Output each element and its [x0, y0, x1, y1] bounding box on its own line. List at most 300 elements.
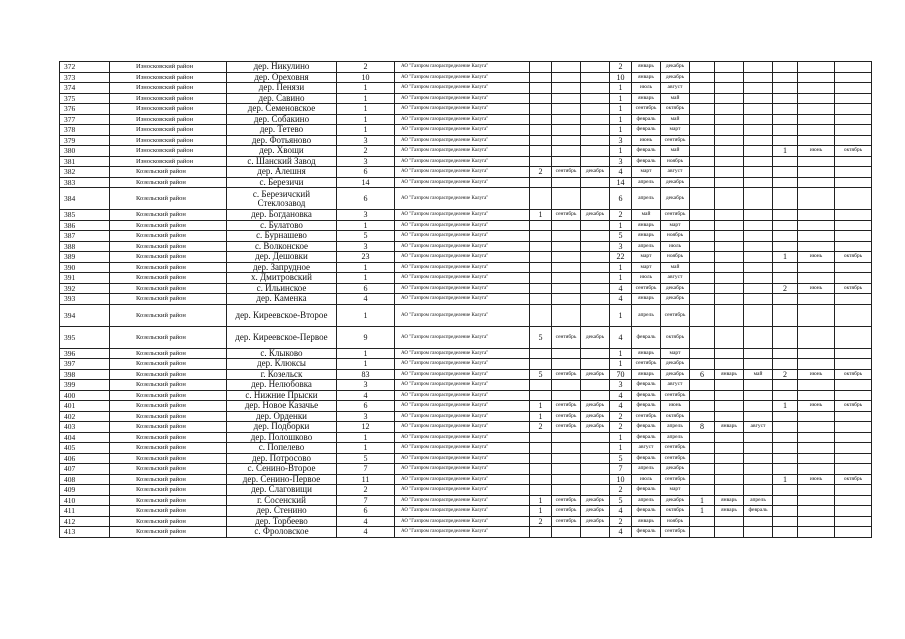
stage4-end-cell [835, 177, 872, 188]
stage4-end-cell [835, 210, 872, 221]
table-row [60, 220, 872, 231]
stage3-count-cell [690, 390, 715, 401]
total-count-cell: 4 [337, 527, 395, 538]
stage4-start-cell [798, 188, 835, 210]
stage3-count-cell [690, 210, 715, 221]
stage1-count-cell [530, 464, 552, 475]
locality-cell: дер. Фотьяново [227, 135, 337, 146]
stage4-start-cell [798, 114, 835, 125]
stage3-end-cell [744, 273, 773, 284]
stage1-end-cell [581, 104, 610, 115]
stage3-count-cell [690, 220, 715, 231]
stage2-start-cell: январь [632, 516, 661, 527]
stage4-start-cell [798, 241, 835, 252]
stage3-start-cell [715, 125, 744, 136]
stage1-count-cell: 1 [530, 210, 552, 221]
stage1-count-cell [530, 527, 552, 538]
stage3-start-cell [715, 156, 744, 167]
stage3-end-cell [744, 464, 773, 475]
district-cell: Козельский район [110, 273, 227, 284]
stage2-start-cell: январь [632, 369, 661, 380]
stage2-start-cell: февраль [632, 326, 661, 348]
stage1-count-cell [530, 390, 552, 401]
stage2-end-cell: декабрь [661, 72, 690, 83]
table-body [60, 62, 872, 538]
row-number-cell: 383 [60, 177, 110, 188]
stage4-count-cell [773, 464, 798, 475]
stage3-start-cell [715, 273, 744, 284]
organization-cell: АО "Газпром газораспределение Калуга" [395, 135, 530, 146]
stage1-start-cell [552, 348, 581, 359]
stage1-count-cell: 1 [530, 411, 552, 422]
stage1-start-cell: сентябрь [552, 422, 581, 433]
total-count-cell: 6 [337, 401, 395, 412]
organization-cell: АО "Газпром газораспределение Калуга" [395, 241, 530, 252]
row-number-cell: 380 [60, 146, 110, 157]
stage2-count-cell: 2 [610, 210, 632, 221]
stage2-end-cell: декабрь [661, 464, 690, 475]
district-cell: Козельский район [110, 326, 227, 348]
stage3-count-cell [690, 104, 715, 115]
stage1-start-cell [552, 474, 581, 485]
stage4-start-cell: июнь [798, 283, 835, 294]
stage4-count-cell [773, 443, 798, 454]
stage2-start-cell: июль [632, 273, 661, 284]
table-row [60, 432, 872, 443]
organization-cell: АО "Газпром газораспределение Калуга" [395, 210, 530, 221]
row-number-cell: 406 [60, 453, 110, 464]
stage1-end-cell: декабрь [581, 167, 610, 178]
stage3-start-cell [715, 359, 744, 370]
stage2-start-cell: март [632, 252, 661, 263]
stage3-count-cell [690, 273, 715, 284]
stage3-end-cell: август [744, 422, 773, 433]
table-row [60, 485, 872, 496]
stage2-end-cell: август [661, 273, 690, 284]
stage1-end-cell [581, 348, 610, 359]
locality-cell: дер. Запрудное [227, 262, 337, 273]
stage3-end-cell [744, 135, 773, 146]
stage4-end-cell [835, 188, 872, 210]
district-cell: Козельский район [110, 283, 227, 294]
stage4-end-cell [835, 380, 872, 391]
locality-cell: г. Сосенский [227, 495, 337, 506]
organization-cell: АО "Газпром газораспределение Калуга" [395, 506, 530, 517]
table-row [60, 114, 872, 125]
row-number-cell: 373 [60, 72, 110, 83]
stage4-end-cell [835, 83, 872, 94]
stage4-count-cell [773, 495, 798, 506]
district-cell: Козельский район [110, 485, 227, 496]
stage2-end-cell: сентябрь [661, 210, 690, 221]
stage3-start-cell [715, 252, 744, 263]
locality-cell: дер. Семеновское [227, 104, 337, 115]
stage1-count-cell [530, 188, 552, 210]
organization-cell: АО "Газпром газораспределение Калуга" [395, 411, 530, 422]
stage4-count-cell [773, 380, 798, 391]
table-row [60, 516, 872, 527]
stage3-start-cell [715, 464, 744, 475]
stage4-end-cell [835, 527, 872, 538]
stage2-start-cell: январь [632, 231, 661, 242]
table-row [60, 422, 872, 433]
district-cell: Козельский район [110, 422, 227, 433]
stage1-start-cell [552, 114, 581, 125]
stage3-start-cell [715, 135, 744, 146]
stage3-end-cell [744, 453, 773, 464]
stage1-start-cell [552, 390, 581, 401]
stage1-end-cell [581, 294, 610, 305]
locality-cell: дер. Никулино [227, 62, 337, 73]
stage1-start-cell [552, 156, 581, 167]
stage1-start-cell [552, 380, 581, 391]
stage4-count-cell [773, 390, 798, 401]
stage2-count-cell: 22 [610, 252, 632, 263]
stage2-count-cell: 1 [610, 359, 632, 370]
district-cell: Козельский район [110, 188, 227, 210]
stage2-end-cell: май [661, 146, 690, 157]
stage2-end-cell: декабрь [661, 359, 690, 370]
stage4-start-cell [798, 326, 835, 348]
stage2-end-cell: август [661, 380, 690, 391]
stage3-start-cell [715, 443, 744, 454]
stage2-count-cell: 4 [610, 401, 632, 412]
stage4-end-cell [835, 485, 872, 496]
stage3-start-cell: январь [715, 506, 744, 517]
table-row [60, 83, 872, 94]
stage3-end-cell [744, 156, 773, 167]
stage1-count-cell [530, 283, 552, 294]
stage4-end-cell [835, 156, 872, 167]
stage1-end-cell: декабрь [581, 495, 610, 506]
stage3-end-cell [744, 114, 773, 125]
stage4-count-cell: 1 [773, 474, 798, 485]
stage2-count-cell: 4 [610, 390, 632, 401]
stage1-start-cell [552, 83, 581, 94]
locality-cell: с. Волконское [227, 241, 337, 252]
stage2-end-cell: апрель [661, 432, 690, 443]
stage1-start-cell [552, 220, 581, 231]
total-count-cell: 3 [337, 411, 395, 422]
stage4-end-cell [835, 220, 872, 231]
stage4-start-cell [798, 348, 835, 359]
stage1-start-cell [552, 177, 581, 188]
district-cell: Козельский район [110, 167, 227, 178]
stage4-count-cell [773, 156, 798, 167]
stage4-count-cell [773, 506, 798, 517]
stage2-start-cell: апрель [632, 495, 661, 506]
stage1-end-cell [581, 177, 610, 188]
stage4-count-cell [773, 411, 798, 422]
stage4-end-cell [835, 241, 872, 252]
stage3-end-cell [744, 390, 773, 401]
stage1-end-cell [581, 252, 610, 263]
table-row [60, 252, 872, 263]
stage3-end-cell: февраль [744, 506, 773, 517]
stage2-count-cell: 4 [610, 283, 632, 294]
stage3-start-cell [715, 177, 744, 188]
stage2-count-cell: 6 [610, 188, 632, 210]
total-count-cell: 3 [337, 380, 395, 391]
stage2-end-cell: апрель [661, 422, 690, 433]
stage3-count-cell [690, 283, 715, 294]
locality-cell: дер. Пенязи [227, 83, 337, 94]
stage3-count-cell: 6 [690, 369, 715, 380]
stage4-count-cell: 1 [773, 146, 798, 157]
schedule-table [59, 61, 872, 538]
stage4-start-cell [798, 220, 835, 231]
row-number-cell: 377 [60, 114, 110, 125]
organization-cell: АО "Газпром газораспределение Калуга" [395, 527, 530, 538]
district-cell: Козельский район [110, 348, 227, 359]
stage2-count-cell: 4 [610, 506, 632, 517]
district-cell: Козельский район [110, 443, 227, 454]
stage1-end-cell: декабрь [581, 506, 610, 517]
stage4-count-cell [773, 453, 798, 464]
stage2-end-cell: сентябрь [661, 390, 690, 401]
stage4-start-cell: июнь [798, 474, 835, 485]
stage4-count-cell [773, 326, 798, 348]
table-row [60, 93, 872, 104]
stage2-end-cell: май [661, 114, 690, 125]
stage3-start-cell [715, 411, 744, 422]
organization-cell: АО "Газпром газораспределение Калуга" [395, 453, 530, 464]
stage4-count-cell [773, 527, 798, 538]
table-row [60, 177, 872, 188]
organization-cell: АО "Газпром газораспределение Калуга" [395, 72, 530, 83]
table-row [60, 474, 872, 485]
stage3-end-cell [744, 294, 773, 305]
stage4-count-cell [773, 177, 798, 188]
organization-cell: АО "Газпром газораспределение Калуга" [395, 294, 530, 305]
stage1-end-cell [581, 93, 610, 104]
stage4-start-cell [798, 422, 835, 433]
total-count-cell: 4 [337, 294, 395, 305]
table-row [60, 104, 872, 115]
stage1-count-cell [530, 474, 552, 485]
stage1-start-cell [552, 273, 581, 284]
organization-cell: АО "Газпром газораспределение Калуга" [395, 516, 530, 527]
district-cell: Козельский район [110, 241, 227, 252]
stage3-count-cell [690, 262, 715, 273]
stage3-start-cell [715, 390, 744, 401]
locality-cell: с. Березичский Стеклозавод [227, 188, 337, 210]
stage1-end-cell [581, 380, 610, 391]
stage4-start-cell: июнь [798, 369, 835, 380]
total-count-cell: 3 [337, 241, 395, 252]
stage2-end-cell: март [661, 125, 690, 136]
stage1-start-cell: сентябрь [552, 369, 581, 380]
stage4-end-cell [835, 93, 872, 104]
stage3-start-cell [715, 453, 744, 464]
locality-cell: дер. Нелюбовка [227, 380, 337, 391]
stage2-start-cell: январь [632, 93, 661, 104]
stage1-count-cell [530, 231, 552, 242]
total-count-cell: 1 [337, 104, 395, 115]
stage4-end-cell [835, 104, 872, 115]
stage1-end-cell [581, 443, 610, 454]
stage1-count-cell [530, 62, 552, 73]
stage4-end-cell [835, 294, 872, 305]
stage2-end-cell: март [661, 220, 690, 231]
locality-cell: с. Булатово [227, 220, 337, 231]
stage1-start-cell [552, 72, 581, 83]
locality-cell: с. Сенино-Второе [227, 464, 337, 475]
stage4-end-cell [835, 273, 872, 284]
stage1-end-cell [581, 146, 610, 157]
stage1-count-cell [530, 83, 552, 94]
stage3-count-cell [690, 156, 715, 167]
stage4-end-cell [835, 516, 872, 527]
stage2-start-cell: февраль [632, 453, 661, 464]
stage4-end-cell: октябрь [835, 401, 872, 412]
organization-cell: АО "Газпром газораспределение Калуга" [395, 93, 530, 104]
organization-cell: АО "Газпром газораспределение Калуга" [395, 485, 530, 496]
stage1-count-cell [530, 485, 552, 496]
district-cell: Износковский район [110, 72, 227, 83]
district-cell: Износковский район [110, 146, 227, 157]
row-number-cell: 400 [60, 390, 110, 401]
stage3-count-cell [690, 72, 715, 83]
stage4-count-cell [773, 93, 798, 104]
stage3-start-cell [715, 326, 744, 348]
stage4-start-cell [798, 411, 835, 422]
stage1-end-cell [581, 156, 610, 167]
stage2-end-cell: ноябрь [661, 156, 690, 167]
stage3-start-cell [715, 62, 744, 73]
stage1-start-cell [552, 104, 581, 115]
total-count-cell: 2 [337, 485, 395, 496]
organization-cell: АО "Газпром газораспределение Калуга" [395, 369, 530, 380]
stage1-count-cell [530, 114, 552, 125]
stage2-count-cell: 4 [610, 326, 632, 348]
stage3-start-cell [715, 104, 744, 115]
stage2-count-cell: 4 [610, 167, 632, 178]
stage2-count-cell: 10 [610, 474, 632, 485]
stage1-count-cell [530, 93, 552, 104]
organization-cell: АО "Газпром газораспределение Калуга" [395, 474, 530, 485]
stage3-count-cell [690, 167, 715, 178]
stage4-end-cell [835, 135, 872, 146]
stage2-end-cell: март [661, 348, 690, 359]
stage2-start-cell: январь [632, 294, 661, 305]
stage4-end-cell [835, 62, 872, 73]
stage4-start-cell [798, 72, 835, 83]
stage1-count-cell [530, 304, 552, 326]
table-row [60, 283, 872, 294]
stage2-start-cell: февраль [632, 156, 661, 167]
stage1-end-cell: декабрь [581, 516, 610, 527]
stage1-count-cell [530, 177, 552, 188]
row-number-cell: 389 [60, 252, 110, 263]
organization-cell: АО "Газпром газораспределение Калуга" [395, 495, 530, 506]
stage2-start-cell: февраль [632, 527, 661, 538]
row-number-cell: 394 [60, 304, 110, 326]
locality-cell: дер. Киреевское-Второе [227, 304, 337, 326]
stage1-start-cell [552, 262, 581, 273]
table-row [60, 495, 872, 506]
row-number-cell: 407 [60, 464, 110, 475]
stage1-count-cell [530, 380, 552, 391]
stage3-count-cell [690, 432, 715, 443]
stage3-count-cell [690, 304, 715, 326]
stage4-end-cell [835, 422, 872, 433]
row-number-cell: 396 [60, 348, 110, 359]
district-cell: Козельский район [110, 390, 227, 401]
stage2-count-cell: 3 [610, 380, 632, 391]
total-count-cell: 6 [337, 506, 395, 517]
locality-cell: дер. Полошково [227, 432, 337, 443]
stage3-count-cell [690, 188, 715, 210]
district-cell: Износковский район [110, 62, 227, 73]
stage4-end-cell: октябрь [835, 252, 872, 263]
stage3-count-cell [690, 125, 715, 136]
stage2-count-cell: 3 [610, 135, 632, 146]
stage1-end-cell [581, 83, 610, 94]
stage1-count-cell [530, 104, 552, 115]
stage4-end-cell [835, 262, 872, 273]
stage1-end-cell [581, 72, 610, 83]
stage4-end-cell: октябрь [835, 369, 872, 380]
stage1-count-cell: 2 [530, 422, 552, 433]
stage3-end-cell [744, 104, 773, 115]
row-number-cell: 405 [60, 443, 110, 454]
stage1-count-cell: 5 [530, 326, 552, 348]
row-number-cell: 386 [60, 220, 110, 231]
stage1-start-cell [552, 231, 581, 242]
stage2-start-cell: январь [632, 72, 661, 83]
stage1-end-cell [581, 359, 610, 370]
stage1-count-cell [530, 72, 552, 83]
stage3-start-cell [715, 262, 744, 273]
stage4-start-cell [798, 359, 835, 370]
total-count-cell: 1 [337, 114, 395, 125]
stage2-start-cell: февраль [632, 401, 661, 412]
district-cell: Козельский район [110, 369, 227, 380]
stage1-count-cell [530, 453, 552, 464]
locality-cell: дер. Алешня [227, 167, 337, 178]
stage1-end-cell [581, 135, 610, 146]
locality-cell: с. Клыково [227, 348, 337, 359]
stage3-start-cell [715, 210, 744, 221]
stage1-start-cell [552, 62, 581, 73]
row-number-cell: 409 [60, 485, 110, 496]
stage1-count-cell [530, 156, 552, 167]
stage1-start-cell [552, 283, 581, 294]
stage4-start-cell [798, 516, 835, 527]
locality-cell: дер. Орденки [227, 411, 337, 422]
stage3-end-cell [744, 411, 773, 422]
table-row [60, 156, 872, 167]
stage1-start-cell [552, 453, 581, 464]
stage3-end-cell [744, 283, 773, 294]
stage2-start-cell: февраль [632, 380, 661, 391]
row-number-cell: 372 [60, 62, 110, 73]
district-cell: Козельский район [110, 359, 227, 370]
stage1-end-cell [581, 241, 610, 252]
stage4-count-cell: 2 [773, 283, 798, 294]
stage4-start-cell [798, 443, 835, 454]
locality-cell: дер. Сенино-Первое [227, 474, 337, 485]
stage3-count-cell [690, 453, 715, 464]
table-row [60, 273, 872, 284]
stage1-count-cell [530, 294, 552, 305]
stage3-count-cell [690, 411, 715, 422]
district-cell: Козельский район [110, 252, 227, 263]
district-cell: Козельский район [110, 474, 227, 485]
organization-cell: АО "Газпром газораспределение Калуга" [395, 304, 530, 326]
stage2-end-cell: октябрь [661, 506, 690, 517]
